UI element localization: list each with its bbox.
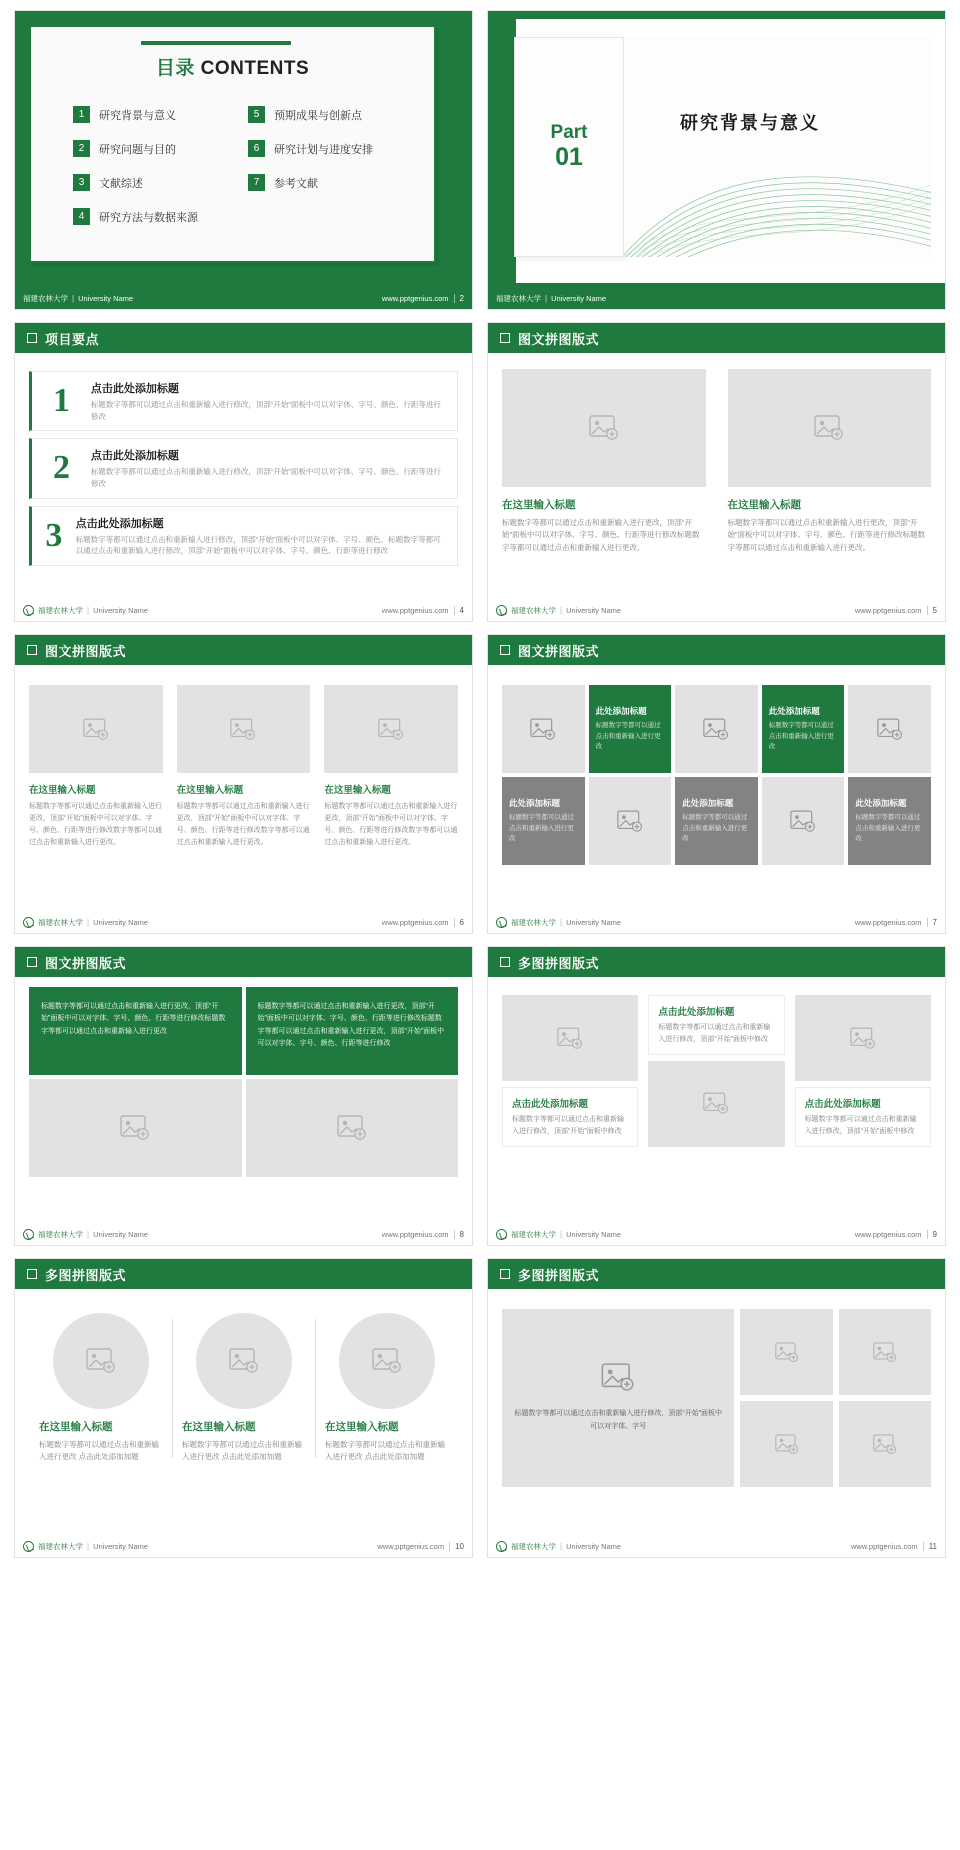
block-title: 在这里输入标题	[324, 785, 391, 796]
slide-header	[488, 947, 945, 977]
image-placeholder[interactable]	[839, 1401, 931, 1487]
slide-footer	[15, 1223, 472, 1245]
cell-text: 标题数字等都可以通过点击和重新输入进行更改	[855, 814, 921, 843]
logo-icon	[23, 605, 34, 616]
list-item[interactable]	[248, 174, 438, 191]
list-item[interactable]	[73, 106, 248, 123]
slide-mosaic[interactable]	[487, 634, 946, 934]
square-bullet-icon	[27, 333, 37, 343]
list-item[interactable]	[73, 174, 248, 191]
slide-footer	[488, 1223, 945, 1245]
toc-label: 文献综述	[99, 177, 143, 190]
slide-header-title: 多图拼图版式	[518, 955, 600, 971]
content-block	[177, 685, 311, 849]
logo-icon	[23, 1541, 34, 1552]
slide-body	[15, 1289, 472, 1535]
image-placeholder[interactable]	[177, 685, 311, 773]
cell-text: 标题数字等都可以通过点击和重新输入进行更改	[682, 814, 748, 843]
table-of-contents	[73, 106, 434, 225]
slide-header	[488, 1259, 945, 1289]
content-block	[728, 369, 932, 589]
caption-block[interactable]	[795, 1087, 931, 1147]
image-placeholder[interactable]	[762, 777, 845, 865]
slide-three-image[interactable]	[14, 634, 473, 934]
university-name-cn: 福建农林大学	[511, 1541, 556, 1551]
slide-body	[488, 665, 945, 911]
block-text: 标题数字等都可以通过点击和重新输入进行更改，顶部“开始”面板中可以对字体、字号、颜色、行距等进行修改数字等都可以通过点击和重新输入进行更改。	[324, 803, 458, 846]
list-item[interactable]	[29, 506, 458, 566]
image-placeholder[interactable]	[502, 995, 638, 1081]
page-number: 6	[454, 918, 464, 927]
toc-number: 6	[248, 140, 265, 157]
block-text: 标题数字等都可以通过点击和重新输入进行更改 点击此处添加加题	[325, 1440, 445, 1462]
toc-number: 1	[73, 106, 90, 123]
image-placeholder[interactable]	[648, 1061, 784, 1147]
slide-footer	[488, 1535, 945, 1557]
contents-accent-bar	[141, 41, 291, 45]
toc-number: 3	[73, 174, 90, 191]
page-number: 5	[927, 606, 937, 615]
block-title: 在这里输入标题	[176, 785, 244, 796]
university-name-en: University Name	[93, 917, 149, 927]
block-title: 在这里输入标题	[39, 1421, 113, 1433]
footer-url[interactable]: www.pptgenius.com	[381, 605, 449, 615]
block-title: 在这里输入标题	[29, 785, 96, 796]
cell-text: 标题数字等都可以通过点击和重新输入进行更改	[768, 722, 834, 751]
slide-footer	[488, 911, 945, 933]
slide-header	[15, 323, 472, 353]
image-placeholder[interactable]	[29, 685, 163, 773]
slide-circle-images[interactable]	[14, 1258, 473, 1558]
image-placeholder[interactable]	[839, 1309, 931, 1395]
block-text: 标题数字等都可以通过点击和重新输入进行更改，顶部“开始”面板中可以对字体、字号、颜色、行距等进行修改标题数字等都可以通过点击和重新输入进行更改。	[502, 518, 700, 552]
toc-number: 7	[248, 174, 265, 191]
slide-footer	[15, 599, 472, 621]
slide-section-divider[interactable]	[487, 10, 946, 310]
university-name-cn: 福建农林大学	[511, 605, 556, 615]
cell-title: 此处添加标题	[509, 798, 561, 809]
item-number: 3	[45, 516, 63, 554]
logo-icon	[496, 917, 507, 928]
toc-label: 研究方法与数据来源	[99, 211, 198, 224]
slide-header-title: 图文拼图版式	[45, 643, 127, 659]
contents-panel	[29, 25, 436, 263]
slide-big-left[interactable]	[487, 1258, 946, 1558]
slide-footer	[15, 287, 472, 309]
footer-separator: |	[72, 293, 75, 303]
toc-label: 预期成果与创新点	[274, 109, 362, 122]
university-name-en: University Name	[566, 917, 622, 927]
text-cell[interactable]	[848, 777, 931, 865]
toc-number: 5	[248, 106, 265, 123]
image-placeholder[interactable]	[848, 685, 931, 773]
image-placeholder[interactable]	[339, 1313, 435, 1409]
content-block	[29, 1313, 172, 1464]
slide-header-title: 图文拼图版式	[45, 955, 127, 971]
part-label: Part	[550, 122, 588, 144]
square-bullet-icon	[500, 1269, 510, 1279]
content-block	[648, 995, 784, 1147]
image-placeholder[interactable]	[589, 777, 672, 865]
university-name-en: University Name	[566, 1541, 622, 1551]
slide-multi-image[interactable]	[487, 946, 946, 1246]
university-name-en: University Name	[566, 605, 622, 615]
toc-label: 参考文献	[274, 177, 318, 190]
university-name-cn: 福建农林大学	[38, 605, 83, 615]
university-name-cn: 福建农林大学	[511, 1229, 556, 1239]
block-title: 在这里输入标题	[727, 499, 801, 511]
slide-footer	[488, 599, 945, 621]
slide-header-title: 图文拼图版式	[518, 643, 600, 659]
page-title	[31, 53, 434, 80]
content-block	[795, 995, 931, 1147]
footer-url[interactable]: www.pptgenius.com	[381, 293, 449, 303]
item-text: 标题数字等都可以通过点击和重新输入进行修改，顶部“开始”面板中可以对字体、字号、颜色、行距等进行修改	[90, 467, 441, 488]
content-block	[324, 685, 458, 849]
image-placeholder[interactable]	[324, 685, 458, 773]
footer-url[interactable]: www.pptgenius.com	[854, 605, 922, 615]
item-title: 点击此处添加标题	[75, 517, 164, 530]
square-bullet-icon	[500, 957, 510, 967]
footer-url[interactable]: www.pptgenius.com	[377, 1541, 445, 1551]
slide-header	[488, 635, 945, 665]
top-accent-bar	[488, 11, 945, 19]
university-name-cn: 福建农林大学	[496, 293, 541, 303]
image-placeholder[interactable]	[196, 1313, 292, 1409]
footer-separator: |	[560, 1229, 563, 1239]
content-block	[315, 1313, 458, 1464]
image-placeholder[interactable]	[675, 685, 758, 773]
university-name-en: University Name	[93, 1541, 149, 1551]
image-placeholder[interactable]	[246, 1079, 459, 1177]
logo-icon	[496, 1229, 507, 1240]
slide-body	[15, 977, 472, 1223]
slide-header-title: 多图拼图版式	[518, 1267, 600, 1283]
cell-title: 此处添加标题	[682, 798, 734, 809]
item-number: 2	[52, 449, 70, 487]
slide-header	[15, 635, 472, 665]
item-title: 点击此处添加标题	[90, 450, 179, 463]
block-text: 标题数字等都可以通过点击和重新输入进行更改，顶部“开始”面板中可以对字体、字号、颜色、行距等进行修改数字等都可以通过点击和重新输入进行更改。	[176, 803, 310, 846]
text-cell[interactable]	[589, 685, 672, 773]
text-block[interactable]: 标题数字等都可以通过点击和重新输入进行更改，顶部“开始”面板中可以对字体、字号、颜色、行距等进行修改标题数字等都可以通过点击和重新输入进行更改	[29, 987, 242, 1075]
block-title: 在这里输入标题	[182, 1421, 256, 1433]
university-name-cn: 福建农林大学	[38, 1541, 83, 1551]
image-placeholder[interactable]	[29, 1079, 242, 1177]
logo-icon	[23, 917, 34, 928]
caption-block[interactable]	[502, 1087, 638, 1147]
section-title-area	[624, 37, 931, 257]
title-en: CONTENTS	[200, 58, 310, 79]
toc-number: 4	[73, 208, 90, 225]
text-cell[interactable]	[762, 685, 845, 773]
cell-text: 标题数字等都可以通过点击和重新输入进行更改	[509, 814, 574, 843]
block-title: 在这里输入标题	[325, 1421, 399, 1433]
page-number: 2	[454, 294, 464, 303]
footer-separator: |	[545, 293, 548, 303]
section-title: 研究背景与意义	[680, 113, 820, 133]
university-name-cn: 福建农林大学	[38, 1229, 83, 1239]
image-placeholder[interactable]	[740, 1401, 832, 1487]
university-name-cn: 福建农林大学	[23, 293, 68, 303]
slide-body	[488, 353, 945, 599]
slide-footer	[15, 911, 472, 933]
image-placeholder[interactable]	[502, 369, 706, 487]
slide-body	[488, 977, 945, 1223]
list-item[interactable]	[73, 140, 248, 157]
content-block	[29, 685, 163, 849]
cell-title: 此处添加标题	[768, 706, 820, 717]
page-number: 9	[927, 1230, 937, 1239]
footer-separator: |	[87, 605, 90, 615]
text-cell[interactable]	[502, 777, 585, 865]
image-placeholder[interactable]	[728, 369, 932, 487]
page-number: 7	[927, 918, 937, 927]
slide-body	[15, 353, 472, 599]
footer-url[interactable]: www.pptgenius.com	[381, 917, 449, 927]
toc-number: 2	[73, 140, 90, 157]
block-title: 点击此处添加标题	[658, 1007, 735, 1018]
slide-two-image[interactable]	[487, 322, 946, 622]
item-text: 标题数字等都可以通过点击和重新输入进行修改，顶部“开始”面板中可以对字体、字号、颜色、行距等进行修改	[90, 400, 441, 421]
slide-header	[15, 1259, 472, 1289]
image-placeholder-large[interactable]	[502, 1309, 734, 1487]
logo-icon	[496, 1541, 507, 1552]
page-number: 8	[454, 1230, 464, 1239]
footer-separator: |	[87, 917, 90, 927]
footer-separator: |	[560, 1541, 563, 1551]
slide-contents[interactable]	[14, 10, 473, 310]
item-number: 1	[52, 382, 70, 420]
university-name-en: University Name	[566, 1229, 622, 1239]
slide-header-title: 多图拼图版式	[45, 1267, 127, 1283]
university-name-cn: 福建农林大学	[38, 917, 83, 927]
image-placeholder[interactable]	[795, 995, 931, 1081]
item-text: 标题数字等都可以通过点击和重新输入进行修改，顶部“开始”面板中可以对字体、字号、颜色、标题数字等都可以通过点击和重新输入进行修改，顶部“开始”面板中可以对字体、字号、颜色、行距等进行修改	[75, 534, 441, 556]
page-number: 11	[923, 1542, 937, 1551]
block-title: 在这里输入标题	[502, 499, 576, 511]
list-item[interactable]	[73, 208, 248, 225]
square-bullet-icon	[500, 645, 510, 655]
footer-separator: |	[560, 605, 563, 615]
title-cn: 目录	[155, 58, 195, 79]
slide-footer	[488, 287, 945, 309]
footer-url[interactable]: www.pptgenius.com	[850, 1541, 918, 1551]
square-bullet-icon	[27, 1269, 37, 1279]
university-name-en: University Name	[551, 293, 607, 303]
list-item[interactable]	[248, 140, 438, 157]
slide-key-points[interactable]	[14, 322, 473, 622]
slide-header-title: 图文拼图版式	[518, 331, 600, 347]
text-block[interactable]: 标题数字等都可以通过点击和重新输入进行更改，顶部“开始”面板中可以对字体、字号、颜色、行距等进行修改标题数字等都可以通过点击和重新输入进行更改，顶部“开始”面板中可以对字体、字号、颜色、行距等进行修改	[246, 987, 459, 1075]
slide-header-title: 项目要点	[45, 331, 100, 347]
footer-url[interactable]: www.pptgenius.com	[854, 917, 922, 927]
slide-footer	[15, 1535, 472, 1557]
list-item[interactable]	[29, 438, 458, 498]
cell-text: 标题数字等都可以通过点击和重新输入进行更改	[595, 722, 661, 751]
university-name-cn: 福建农林大学	[511, 917, 556, 927]
university-name-en: University Name	[78, 293, 134, 303]
image-caption: 标题数字等都可以通过点击和重新输入进行修改，顶部“开始”面板中可以对字体、字号	[514, 1409, 723, 1430]
footer-url[interactable]: www.pptgenius.com	[854, 1229, 922, 1239]
content-block	[172, 1313, 315, 1464]
slide-text-top[interactable]	[14, 946, 473, 1246]
footer-separator: |	[87, 1229, 90, 1239]
block-text: 标题数字等都可以通过点击和重新输入进行更改 点击此处添加加题	[39, 1440, 159, 1462]
image-placeholder[interactable]	[740, 1309, 832, 1395]
toc-label: 研究计划与进度安排	[274, 143, 373, 156]
square-bullet-icon	[27, 645, 37, 655]
caption-block[interactable]	[648, 995, 784, 1055]
block-text: 标题数字等都可以通过点击和重新输入进行修改，顶部“开始”面板中修改	[658, 1024, 771, 1043]
cell-title: 此处添加标题	[595, 706, 647, 717]
footer-separator: |	[87, 1541, 90, 1551]
image-placeholder[interactable]	[53, 1313, 149, 1409]
toc-label: 研究背景与意义	[99, 109, 176, 122]
content-block	[502, 369, 706, 589]
footer-separator: |	[560, 917, 563, 927]
block-text: 标题数字等都可以通过点击和重新输入进行修改，顶部“开始”面板中修改	[804, 1116, 917, 1135]
block-title: 点击此处添加标题	[804, 1099, 881, 1110]
slide-header	[15, 947, 472, 977]
list-item[interactable]	[248, 106, 438, 123]
square-bullet-icon	[500, 333, 510, 343]
logo-icon	[23, 1229, 34, 1240]
block-text: 标题数字等都可以通过点击和重新输入进行修改，顶部“开始”面板中修改	[512, 1116, 624, 1135]
decorative-wave	[624, 147, 931, 257]
list-item[interactable]	[29, 371, 458, 431]
page-number: 10	[449, 1542, 464, 1551]
block-text: 标题数字等都可以通过点击和重新输入进行更改，顶部“开始”面板中可以对字体、字号、颜色、行距等进行修改数字等都可以通过点击和重新输入进行更改。	[29, 803, 162, 846]
block-text: 标题数字等都可以通过点击和重新输入进行更改，顶部“开始”面板中可以对字体、字号、颜色、行距等进行修改标题数字等都可以通过点击和重新输入进行更改。	[727, 518, 925, 552]
item-title: 点击此处添加标题	[90, 383, 179, 395]
slide-body	[488, 1289, 945, 1535]
part-number: 01	[555, 143, 583, 172]
slide-header	[488, 323, 945, 353]
slide-body	[15, 665, 472, 911]
block-text: 标题数字等都可以通过点击和重新输入进行更改 点击此处添加加题	[182, 1440, 302, 1462]
content-block	[502, 995, 638, 1147]
cell-title: 此处添加标题	[855, 798, 907, 809]
footer-url[interactable]: www.pptgenius.com	[381, 1229, 449, 1239]
logo-icon	[496, 605, 507, 616]
key-point-list	[29, 363, 458, 566]
toc-label: 研究问题与目的	[99, 143, 176, 156]
text-cell[interactable]	[675, 777, 758, 865]
block-title: 点击此处添加标题	[512, 1099, 589, 1110]
university-name-en: University Name	[93, 1229, 149, 1239]
university-name-en: University Name	[93, 605, 149, 615]
part-card	[514, 37, 624, 257]
left-accent-column	[488, 11, 516, 309]
image-placeholder[interactable]	[502, 685, 585, 773]
page-number: 4	[454, 606, 464, 615]
square-bullet-icon	[27, 957, 37, 967]
